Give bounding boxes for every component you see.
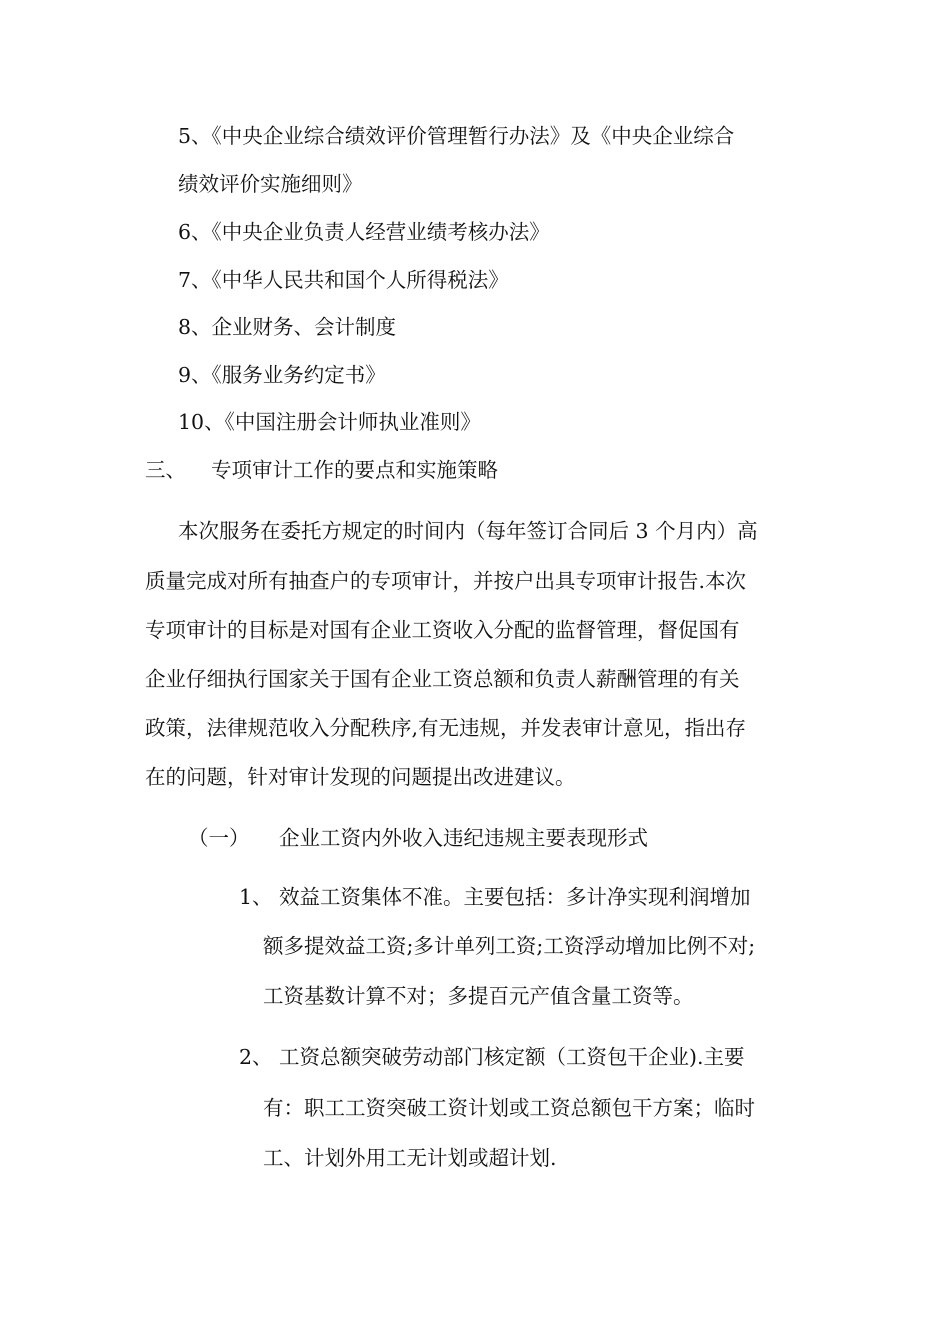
reference-item-8: 8、企业财务、会计制度: [178, 315, 397, 339]
paragraph-line-4: 企业仔细执行国家关于国有企业工资总额和负责人薪酬管理的有关: [145, 667, 740, 691]
reference-item-6: 6、《中央企业负责人经营业绩考核办法》: [178, 220, 550, 244]
item-1-line-2: 额多提效益工资;多计单列工资;工资浮动增加比例不对;: [263, 934, 756, 958]
reference-item-5: 5、《中央企业综合绩效评价管理暂行办法》及《中央企业综合: [178, 124, 735, 148]
item-2-line-2: 有：职工工资突破工资计划或工资总额包干方案；临时: [263, 1096, 755, 1120]
paragraph-line-5: 政策，法律规范收入分配秩序,有无违规，并发表审计意见，指出存: [145, 716, 747, 740]
item-1-line-1: 效益工资集体不准。主要包括：多计净实现利润增加: [279, 885, 751, 909]
item-2-line-3: 工、计划外用工无计划或超计划.: [263, 1146, 557, 1170]
item-2-number: 2、: [239, 1045, 273, 1069]
section-number: 三、: [145, 458, 186, 482]
item-1-line-3: 工资基数计算不对；多提百元产值含量工资等。: [263, 984, 694, 1008]
reference-item-10: 10、《中国注册会计师执业准则》: [178, 410, 481, 434]
paragraph-line-6: 在的问题，针对审计发现的问题提出改进建议。: [145, 765, 576, 789]
item-1-number: 1、: [239, 885, 273, 909]
reference-item-5-continuation: 绩效评价实施细则》: [178, 172, 363, 196]
section-title: 专项审计工作的要点和实施策略: [211, 458, 498, 482]
subsection-title: 企业工资内外收入违纪违规主要表现形式: [279, 826, 648, 850]
reference-item-9: 9、《服务业务约定书》: [178, 363, 386, 387]
reference-item-7: 7、《中华人民共和国个人所得税法》: [178, 268, 509, 292]
paragraph-line-1: 本次服务在委托方规定的时间内（每年签订合同后 3 个月内）高: [178, 519, 758, 543]
paragraph-line-3: 专项审计的目标是对国有企业工资收入分配的监督管理，督促国有: [145, 618, 740, 642]
item-2-line-1: 工资总额突破劳动部门核定额（工资包干企业).主要: [279, 1045, 745, 1069]
paragraph-line-2: 质量完成对所有抽查户的专项审计，并按户出具专项审计报告.本次: [145, 569, 747, 593]
subsection-number: （一）: [188, 826, 250, 850]
